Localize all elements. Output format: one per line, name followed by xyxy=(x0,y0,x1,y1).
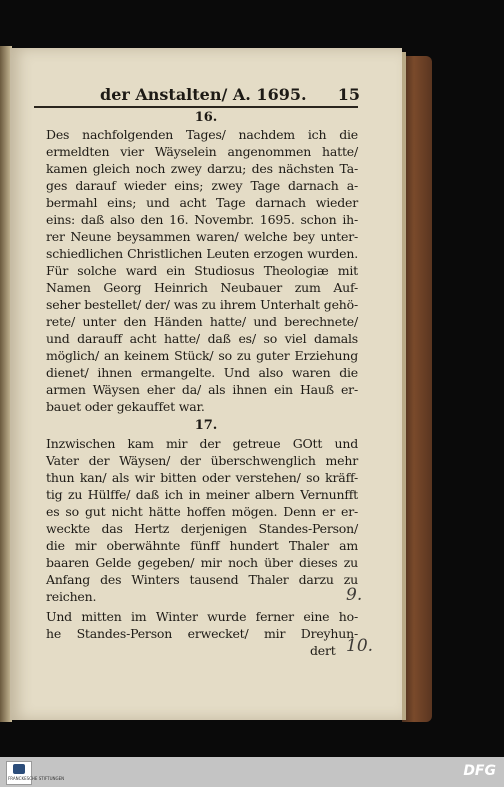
text-line: dienet/ ihnen ermangelte. Und also waren die xyxy=(46,365,358,380)
catchword: dert xyxy=(310,643,336,658)
header-rule xyxy=(34,106,358,108)
text-line: schiedlichen Christlichen Leuten erzogen wurden. xyxy=(46,246,358,261)
text-line: und darauff acht hatte/ daß es/ so viel damals xyxy=(46,331,358,346)
text-line: rete/ unter den Händen hatte/ und berechnete/ xyxy=(46,314,358,329)
text-line: he Standes-Person erwecket/ mir Dreyhun- xyxy=(46,626,358,641)
text-line: baaren Gelde gegeben/ mir noch über dieses zu xyxy=(46,555,358,570)
dfg-logo: DFG xyxy=(463,763,496,779)
text-line: die mir oberwähnte fünff hundert Thaler am xyxy=(46,538,358,553)
footer-bar xyxy=(0,757,504,787)
text-line: Des nachfolgenden Tages/ nachdem ich die xyxy=(46,127,358,142)
running-title: der Anstalten/ A. 1695. xyxy=(100,85,307,104)
text-line: Namen Georg Heinrich Neubauer zum Auf- xyxy=(46,280,358,295)
section-number: 17. xyxy=(194,418,218,433)
text-line: Und mitten im Winter wurde ferner eine ho- xyxy=(46,609,358,624)
text-line: bauet oder gekauffet war. xyxy=(46,399,205,414)
text-line: armen Wäysen eher da/ als ihnen ein Hauß er- xyxy=(46,382,358,397)
book-cover xyxy=(402,56,432,722)
margin-note: 9. xyxy=(346,585,363,605)
text-line: Für solche ward ein Studiosus Theologiæ mit xyxy=(46,263,358,278)
text-line: ermeldten vier Wäyselein angenommen hatte/ xyxy=(46,144,358,159)
text-line: rer Neune beysammen waren/ welche bey unter- xyxy=(46,229,358,244)
section-number: 16. xyxy=(194,110,218,125)
text-line: reichen. xyxy=(46,589,97,604)
page-number: 15 xyxy=(337,85,360,104)
library-logo-text: FRANCKESCHE STIFTUNGEN xyxy=(8,776,65,781)
text-line: kamen gleich noch zwey darzu; des nächsten Ta- xyxy=(46,161,358,176)
text-line: weckte das Hertz derjenigen Standes-Person/ xyxy=(46,521,358,536)
text-line: bermahl eins; und acht Tage darnach wieder xyxy=(46,195,358,210)
text-line: Vater der Wäysen/ der überschwenglich mehr xyxy=(46,453,358,468)
book-page xyxy=(10,48,402,720)
margin-note: 10. xyxy=(346,636,374,656)
text-line: möglich/ an keinem Stück/ so zu guter Erziehung xyxy=(46,348,358,363)
text-line: seher bestellet/ der/ was zu ihrem Unterhalt gehö- xyxy=(46,297,358,312)
text-line: Inzwischen kam mir der getreue GOtt und xyxy=(46,436,358,451)
text-line: ges darauf wieder eins; zwey Tage darnach a- xyxy=(46,178,358,193)
text-line: tig zu Hülffe/ daß ich in meiner albern Vernunfft xyxy=(46,487,358,502)
library-logo xyxy=(6,761,65,785)
text-line: es so gut nicht hätte hoffen mögen. Denn er er- xyxy=(46,504,358,519)
logo-icon xyxy=(13,764,25,774)
text-line: thun kan/ als wir bitten oder verstehen/ so kräff- xyxy=(46,470,358,485)
text-line: eins: daß also den 16. Novembr. 1695. schon ih- xyxy=(46,212,358,227)
text-line: Anfang des Winters tausend Thaler darzu zu xyxy=(46,572,358,587)
running-header xyxy=(100,85,358,107)
